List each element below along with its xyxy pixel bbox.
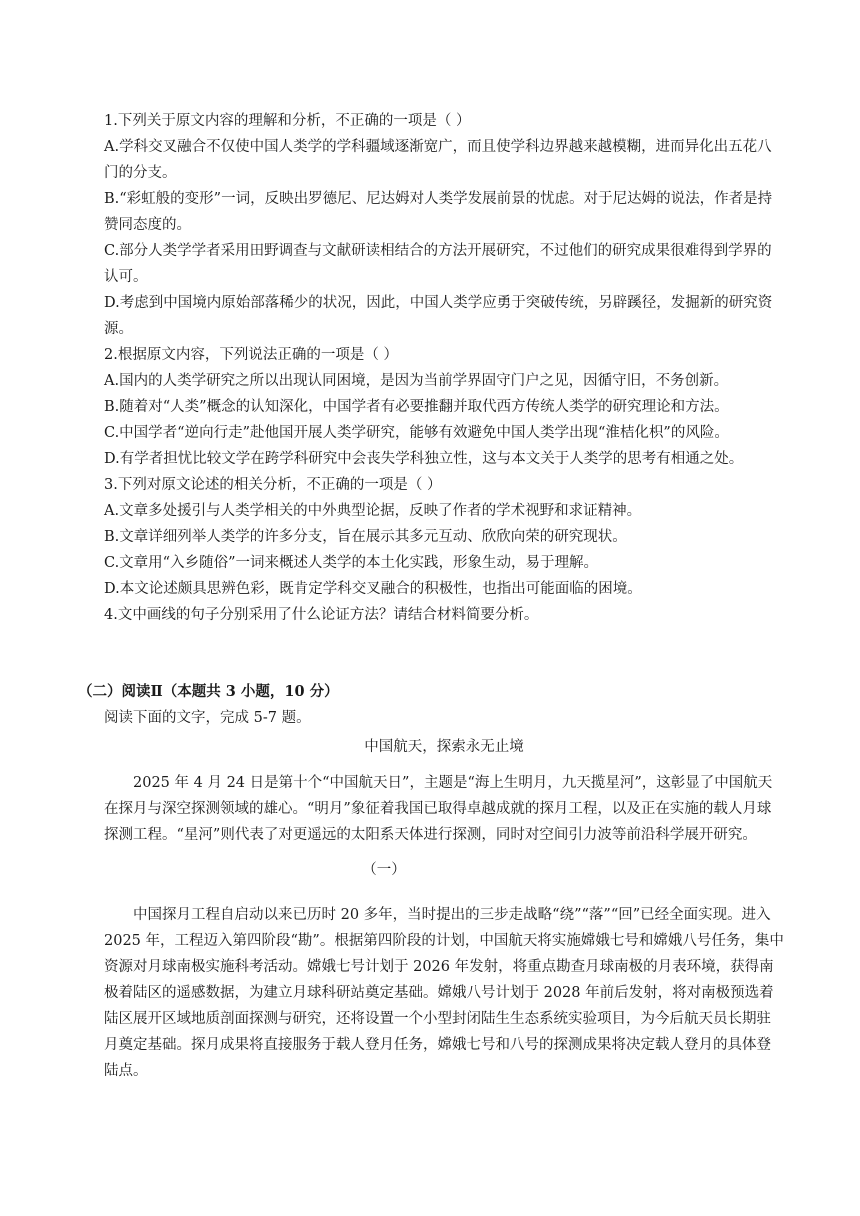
q3-stem: 3.下列对原文论述的相关分析，不正确的一项是（ ） xyxy=(104,477,442,493)
q2-option-d: D.有学者担忧比较文学在跨学科研究中会丧失学科独立性，这与本文关于人类学的思考有相通之处。 xyxy=(104,451,744,467)
article-para-2: 中国探月工程自启动以来已历时 20 多年，当时提出的三步走战略“绕”“落”“回”已经全面实现。进入 2025 年，工程迈入第四阶段“勘”。根据第四阶段的计划，中国航天将实施嫦娥七号和嫦娥八号任务，集中资源对月球南极实施科考活动。嫦娥七号计划于 2026 年发射，将重点勘查月球南极的月表环境，获得南极着陆区的遥感数据，为建立月球科研站奠定基础。嫦娥八号计划于 2028 年前后发射，将对南极预选着陆区展开区域地质剖面探测与研究，还将设置一个小型封闭陆生生态系统实验项目，为今后航天员长期驻月奠定基础。探月成果将直接服务于载人登月任务，嫦娥七号和八号的探测成果将决定载人登月的具体登陆点。 xyxy=(104,907,784,1079)
article-title: 中国航天，探索永无止境 xyxy=(364,739,524,755)
article-para-2-block xyxy=(104,902,784,1084)
q3-option-d: D.本文论述颇具思辨色彩，既肯定学科交叉融合的积极性，也指出可能面临的困境。 xyxy=(104,581,642,597)
q4-stem: 4.文中画线的句子分别采用了什么论证方法？请结合材料简要分析。 xyxy=(104,607,539,623)
part-marker: （一） xyxy=(362,862,406,878)
q1-stem: 1.下列关于原文内容的理解和分析，不正确的一项是（ ） xyxy=(104,113,471,129)
article-para-1-block xyxy=(104,770,784,848)
questions-block xyxy=(104,108,784,628)
q1-option-b: B.“彩虹般的变形”一词，反映出罗德尼、尼达姆对人类学发展前景的忧虑。对于尼达姆的说法，作者是持赞同态度的。 xyxy=(104,191,773,233)
q2-option-a: A.国内的人类学研究之所以出现认同困境，是因为当前学界固守门户之见，因循守旧，不务创新。 xyxy=(104,373,729,389)
q3-option-a: A.文章多处援引与人类学相关的中外典型论据，反映了作者的学术视野和求证精神。 xyxy=(104,503,642,519)
q1-option-a: A.学科交叉融合不仅使中国人类学的学科疆域逐渐宽广，而且使学科边界越来越模糊，进而异化出五花八门的分支。 xyxy=(104,139,772,181)
q3-option-b: B.文章详细列举人类学的许多分支，旨在展示其多元互动、欣欣向荣的研究现状。 xyxy=(104,529,627,545)
q2-stem: 2.根据原文内容，下列说法正确的一项是（ ） xyxy=(104,347,398,363)
q3-option-c: C.文章用“入乡随俗”一词来概述人类学的本土化实践，形象生动，易于理解。 xyxy=(104,555,599,571)
q2-option-c: C.中国学者“逆向行走”赴他国开展人类学研究，能够有效避免中国人类学出现“淮桔化枳”的风险。 xyxy=(104,425,729,441)
q1-option-c: C.部分人类学学者采用田野调查与文献研读相结合的方法开展研究，不过他们的研究成果很难得到学界的认可。 xyxy=(104,243,772,285)
q2-option-b: B.随着对“人类”概念的认知深化，中国学者有必要推翻并取代西方传统人类学的研究理论和方法。 xyxy=(104,399,729,415)
article-para-1: 2025 年 4 月 24 日是第十个“中国航天日”，主题是“海上生明月，九天揽星河”，这彰显了中国航天在探月与深空探测领域的雄心。“明月”象征着我国已取得卓越成就的探月工程，以及正在实施的载人月球探测工程。“星河”则代表了对更遥远的太阳系天体进行探测，同时对空间引力波等前沿科学展开研究。 xyxy=(104,775,773,843)
section-heading: （二）阅读Ⅱ（本题共 3 小题，10 分） xyxy=(78,683,339,700)
section-intro: 阅读下面的文字，完成 5-7 题。 xyxy=(104,710,311,726)
q1-option-d: D.考虑到中国境内原始部落稀少的状况，因此，中国人类学应勇于突破传统，另辟蹊径，发掘新的研究资源。 xyxy=(104,295,773,337)
